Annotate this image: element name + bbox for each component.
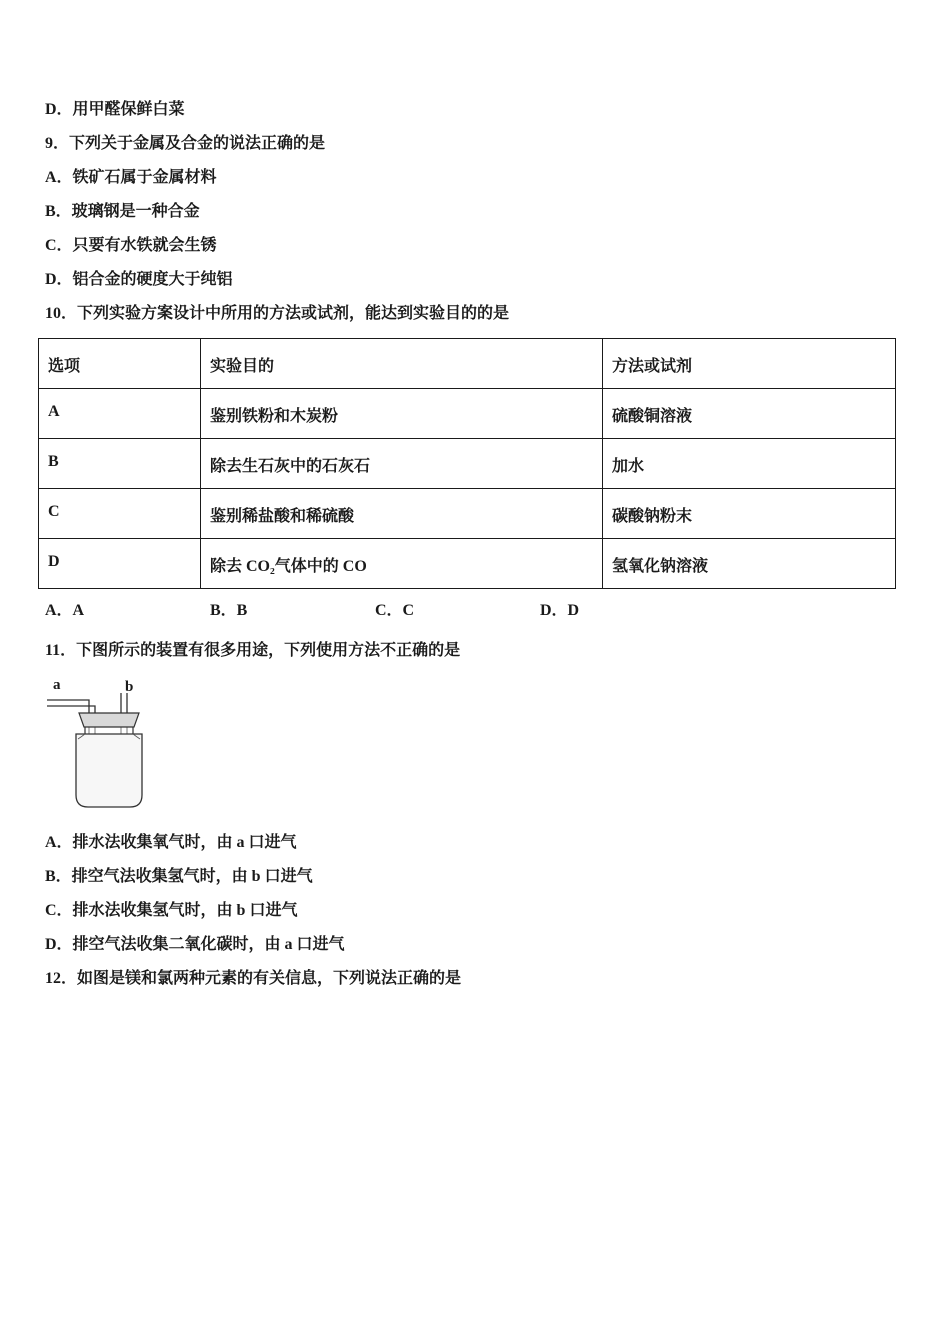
table-cell-option: A: [39, 389, 201, 439]
table-cell-method: 加水: [603, 439, 896, 489]
bottle-body: [76, 734, 142, 807]
table-cell-method: 碳酸钠粉末: [603, 489, 896, 539]
exam-page: [45, 100, 902, 1003]
table-cell-goal: 除去生石灰中的石灰石: [201, 439, 603, 489]
q9-option-c: C．只要有水铁就会生锈: [45, 237, 217, 254]
q11-option-d: D．排空气法收集二氧化碳时，由 a 口进气: [45, 936, 345, 953]
bottle-stopper: [79, 713, 139, 727]
q11-diagram: [45, 675, 902, 815]
q9-stem: 9．下列关于金属及合金的说法正确的是: [45, 135, 326, 152]
q10-stem: 10．下列实验方案设计中所用的方法或试剂，能达到实验目的的是: [45, 305, 510, 322]
q8-option-d: D．用甲醛保鲜白菜: [45, 101, 185, 118]
table-cell-goal: 鉴别铁粉和木炭粉: [201, 389, 603, 439]
table-cell-method: 氢氧化钠溶液: [603, 539, 896, 589]
table-cell-option: C: [39, 489, 201, 539]
table-row: [39, 439, 896, 489]
q10-answer-b: B．B: [210, 602, 248, 619]
q11-option-a: A．排水法收集氧气时，由 a 口进气: [45, 834, 297, 851]
table-row: [39, 539, 896, 589]
table-cell-goal: 除去 CO₂气体中的 CO: [201, 539, 603, 589]
table-cell-method: 硫酸铜溶液: [603, 389, 896, 439]
table-header-option: 选项: [39, 339, 201, 389]
q10-answer-d: D．D: [540, 602, 580, 619]
q11-stem: 11．下图所示的装置有很多用途，下列使用方法不正确的是: [45, 642, 461, 659]
q9-option-d: D．铝合金的硬度大于纯铝: [45, 271, 233, 288]
port-a-label: a: [53, 677, 61, 693]
table-header-method: 方法或试剂: [603, 339, 896, 389]
q11-option-c: C．排水法收集氢气时，由 b 口进气: [45, 902, 298, 919]
q10-answer-c: C．C: [375, 602, 415, 619]
table-row: [39, 389, 896, 439]
q11-option-b: B．排空气法收集氢气时，由 b 口进气: [45, 868, 313, 885]
table-cell-option: D: [39, 539, 201, 589]
q12-stem: 12．如图是镁和氯两种元素的有关信息，下列说法正确的是: [45, 970, 462, 987]
q9-option-b: B．玻璃钢是一种合金: [45, 203, 200, 220]
table-header-goal: 实验目的: [201, 339, 603, 389]
q9-option-a: A．铁矿石属于金属材料: [45, 169, 217, 186]
q10-table: [38, 338, 896, 589]
port-b-label: b: [125, 679, 134, 695]
table-row: [39, 489, 896, 539]
q10-answer-choices: [45, 601, 902, 621]
table-cell-goal: 鉴别稀盐酸和稀硫酸: [201, 489, 603, 539]
q10-answer-a: A．A: [45, 602, 85, 619]
table-header-row: [39, 339, 896, 389]
gas-washing-bottle-diagram: [45, 675, 205, 815]
table-cell-option: B: [39, 439, 201, 489]
